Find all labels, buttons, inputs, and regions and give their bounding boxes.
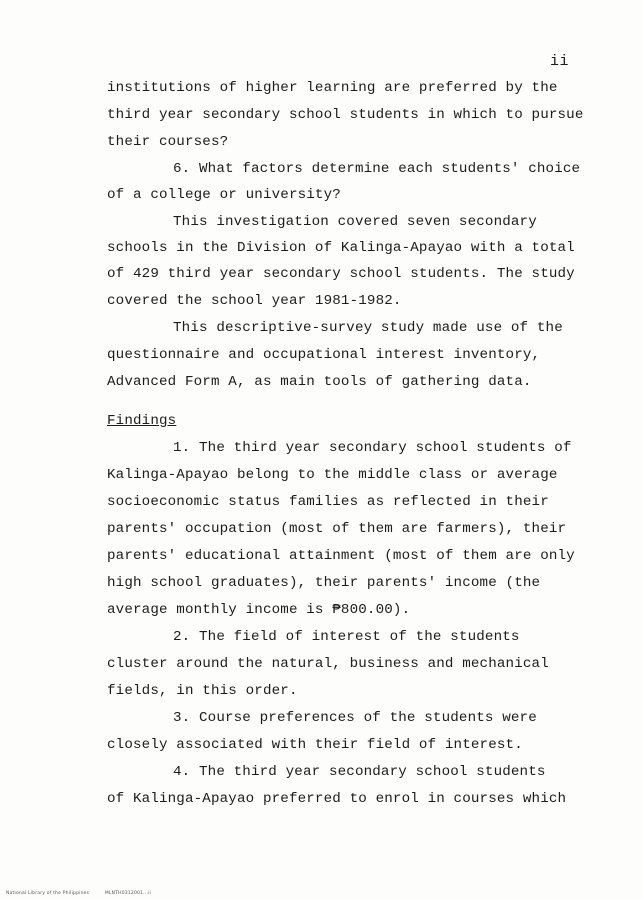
text-line: covered the school year 1981-1982. [107, 293, 402, 309]
archive-footer [6, 891, 165, 896]
findings-line: cluster around the natural, business and mechanical [107, 656, 549, 672]
text-line: Advanced Form A, as main tools of gathering data. [107, 374, 532, 390]
findings-line: parents' occupation (most of them are farmers), their [107, 521, 567, 537]
findings-line: socioeconomic status families as reflected in their [107, 494, 549, 510]
findings-line: parents' educational attainment (most of them are only [107, 548, 575, 564]
text-line: 6. What factors determine each students' choice [173, 161, 581, 177]
text-line: their courses? [107, 134, 229, 150]
findings-line: closely associated with their field of interest. [107, 737, 523, 753]
findings-line: Kalinga-Apayao belong to the middle class or average [107, 467, 558, 483]
findings-heading: Findings [107, 413, 177, 429]
text-line: questionnaire and occupational interest inventory, [107, 347, 541, 363]
findings-line: high school graduates), their parents' income (the [107, 575, 541, 591]
findings-line: average monthly income is ₱800.00). [107, 602, 411, 618]
text-line: This investigation covered seven secondary [173, 214, 537, 230]
findings-line: 2. The field of interest of the students [173, 629, 520, 645]
text-line: of 429 third year secondary school students. The study [107, 266, 575, 282]
footer-archive: National Library of the Philippines [6, 891, 90, 896]
text-line: of a college or university? [107, 187, 341, 203]
text-line: This descriptive-survey study made use of the [173, 320, 563, 336]
text-line: schools in the Division of Kalinga-Apayao with a total [107, 240, 575, 256]
findings-line: 1. The third year secondary school students of [173, 440, 572, 456]
findings-line: of Kalinga-Apayao preferred to enrol in courses which [107, 791, 567, 807]
page-number: ii [550, 53, 570, 70]
findings-line: 3. Course preferences of the students were [173, 710, 537, 726]
text-line: institutions of higher learning are preferred by the [107, 80, 558, 96]
findings-line: 4. The third year secondary school students [173, 764, 546, 780]
footer-code: MLNTH0312001...ii [104, 891, 151, 896]
text-line: third year secondary school students in which to pursue [107, 107, 584, 123]
findings-line: fields, in this order. [107, 683, 298, 699]
